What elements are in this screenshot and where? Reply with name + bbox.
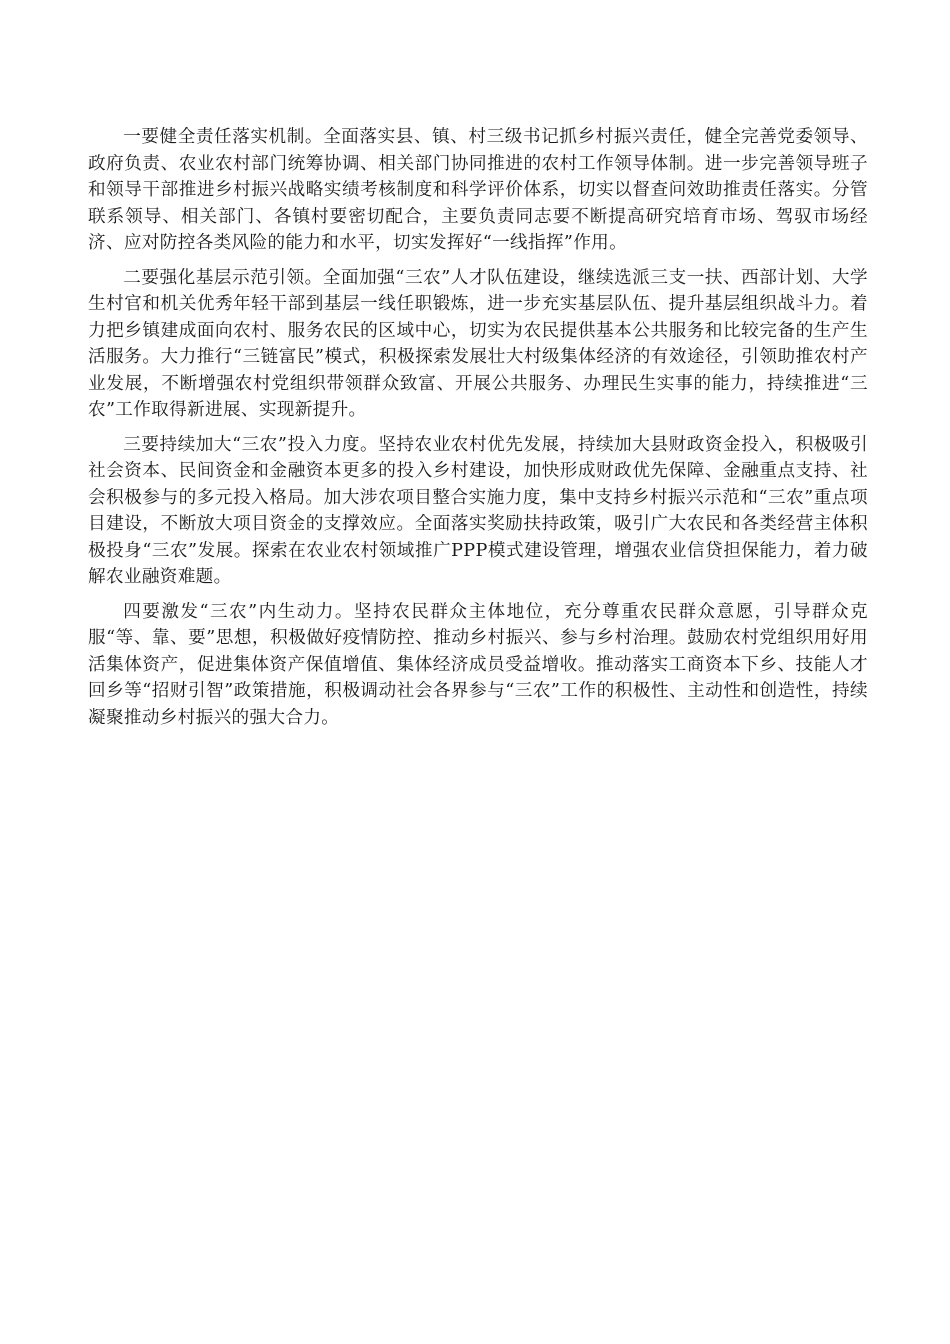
- paragraph-4: 四要激发“三农”内生动力。坚持农民群众主体地位，充分尊重农民群众意愿，引导群众克服“等、靠、要”思想，积极做好疫情防控、推动乡村振兴、参与乡村治理。鼓励农村党组织用好用活集体资产，促进集体资产保值增值、集体经济成员受益增收。推动落实工商资本下乡、技能人才回乡等“招财引智”政策措施，积极调动社会各界参与“三农”工作的积极性、主动性和创造性，持续凝聚推动乡村振兴的强大合力。: [88, 601, 868, 728]
- paragraph-2: 二要强化基层示范引领。全面加强“三农”人才队伍建设，继续选派三支一扶、西部计划、大学生村官和机关优秀年轻干部到基层一线任职锻炼，进一步充实基层队伍、提升基层组织战斗力。着力把乡镇建成面向农村、服务农民的区域中心，切实为农民提供基本公共服务和比较完备的生产生活服务。大力推行“三链富民”模式，积极探索发展壮大村级集体经济的有效途径，引领助推农村产业发展，不断增强农村党组织带领群众致富、开展公共服务、办理民生实事的能力，持续推进“三农”工作取得新进展、实现新提升。: [88, 267, 868, 420]
- paragraph-3: 三要持续加大“三农”投入力度。坚持农业农村优先发展，持续加大县财政资金投入，积极吸引社会资本、民间资金和金融资本更多的投入乡村建设，加快形成财政优先保障、金融重点支持、社会积极参与的多元投入格局。加大涉农项目整合实施力度，集中支持乡村振兴示范和“三农”重点项目建设，不断放大项目资金的支撑效应。全面落实奖励扶持政策，吸引广大农民和各类经营主体积极投身“三农”发展。探索在农业农村领域推广PPP模式建设管理，增强农业信贷担保能力，着力破解农业融资难题。: [88, 434, 868, 587]
- paragraph-1: 一要健全责任落实机制。全面落实县、镇、村三级书记抓乡村振兴责任，健全完善党委领导、政府负责、农业农村部门统筹协调、相关部门协同推进的农村工作领导体制。进一步完善领导班子和领导干部推进乡村振兴战略实绩考核制度和科学评价体系，切实以督查问效助推责任落实。分管联系领导、相关部门、各镇村要密切配合，主要负责同志要不断提高研究培育市场、驾驭市场经济、应对防控各类风险的能力和水平，切实发挥好“一线指挥”作用。: [88, 127, 868, 253]
- document-body: [88, 124, 868, 739]
